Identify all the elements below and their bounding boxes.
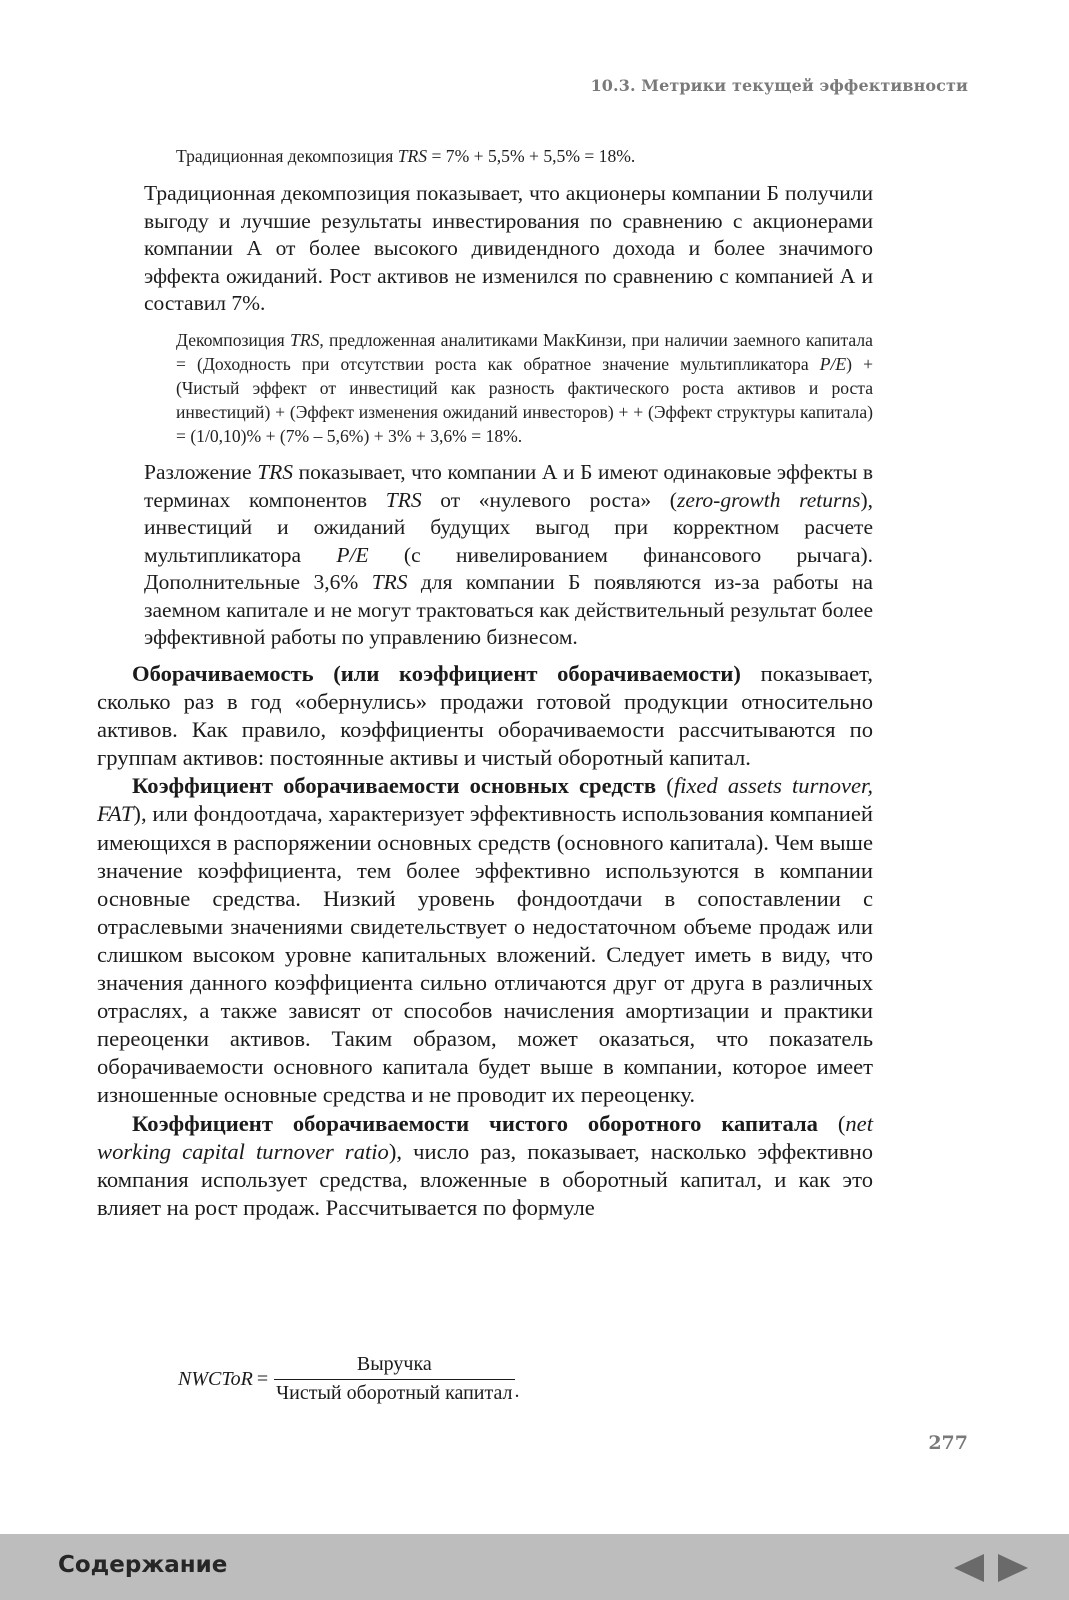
formula-numerator: Выручка [356,1353,432,1375]
block2-text-1: Разложение [144,460,258,484]
paragraph-nwc [97,1110,873,1222]
paragraph-fixed-assets-english: fixed assets turnover, FAT [97,773,873,827]
note2-text-2: , предложенная аналитиками МакКинзи, при наличии заемного капитала = (Доходность при отсутствии роста как обратное значение мультипликатора [176,330,873,374]
previous-page-arrow-icon[interactable] [954,1554,984,1582]
page-number: 277 [928,1432,968,1454]
paragraph-fixed-assets-term: Коэффициент оборачиваемости основных средств [132,773,657,799]
note-mckinsey-decomposition [176,328,873,448]
note2-text-1: Декомпозиция [176,330,291,350]
note2-text-3: ) + (Чистый эффект от инвестиций как разность фактического роста активов и роста инвестиций) + (Эффект изменения ожиданий инвесторов) + + (Эффект структуры капитала) = (1/0,10)% + (7% – 5,6%) + 3% + 3,6% = 18%. [176,354,873,446]
paragraph-nwc-text: ), число раз, показывает, насколько эффективно компания использует средства, вложенные в оборотный капитал, и как это влияет на рост продаж. Рассчитывается по формуле [97,1138,873,1220]
block2-text-3: от «нулевого роста» ( [421,487,677,512]
note-traditional-decomposition [176,144,873,168]
paragraph-turnover-term: Оборачиваемость (или коэффициент оборачиваемости) [132,661,741,686]
formula-period: . [514,1380,520,1402]
paragraph-nwc-term: Коэффициент оборачиваемости чистого оборотного капитала [132,1110,818,1136]
block2-text-6: для компании Б появляются из-за работы на заемном капитале и не могут трактоваться как действительный результат более эффективной работы по управлению бизнесом. [144,570,873,649]
paragraph-turnover-text: показывает, сколько раз в год «обернулись» продажи готовой продукции относительно активов. Как правило, коэффициенты оборачиваемости рассчитываются по группам активов: постоянные активы и чистый оборотный капитал. [97,661,873,771]
paragraph-fixed-assets-text: ), или фондоотдача, характеризует эффективность использования компанией имеющихся в распоряжении основных средств (основного капитала). Чем выше значение коэффициента, тем более эффективно используются в компании основные средства. Низкий уровень фондоотдачи в сопоставлении с отраслевыми значениями свидетельствует о недостаточном объеме продаж или слишком высоком уровне капитальных вложений. Следует иметь в виду, что значения данного коэффициента сильно отличаются друг от друга в различных отраслях, а также зависят от способов начисления амортизации и практики переоценки активов. Таким образом, может оказаться, что показатель оборачиваемости основного капитала будет выше в компании, которое имеет изношенные основные средства и не проводит их переоценку. [97,801,873,1108]
block2-pe: P/E [336,542,369,567]
formula-fraction [274,1353,514,1405]
main-text [97,660,873,1222]
block-traditional-explanation: Традиционная декомпозиция показывает, что акционеры компании Б получили выгоду и лучшие результаты инвестирования по сравнению с акционерами компании А от более высокого дивидендного дохода и более значимого эффекта ожиданий. Рост активов не изменился по сравнению с компанией А и составил 7%. [144,181,873,315]
paragraph-nwc-open: ( [817,1110,846,1136]
contents-link[interactable]: Содержание [58,1552,228,1578]
note1-suffix: = 7% + 5,5% + 5,5% = 18%. [427,146,636,166]
block2-trs-2: TRS [385,487,422,512]
note2-pe: P/E [819,354,847,374]
block2-zero-growth: zero-growth returns [676,487,861,512]
block2-trs-3: TRS [371,570,408,594]
paragraph-fixed-assets-open: ( [656,773,674,799]
paragraph-turnover [97,660,873,772]
block2-trs-1: TRS [257,460,294,484]
formula-lhs: NWCToR [178,1367,253,1390]
running-head: 10.3. Метрики текущей эффективности [590,76,968,95]
note1-prefix: Традиционная декомпозиция [176,146,398,166]
formula-equals: = [256,1367,269,1390]
next-page-arrow-icon[interactable] [998,1554,1028,1582]
formula-denominator: Чистый оборотный капитал [274,1379,514,1405]
note2-trs: TRS [290,330,320,350]
navigation-bar [0,1534,1069,1600]
paragraph-fixed-assets [97,772,873,1109]
formula-nwctor [178,1353,520,1405]
block2-text-2: показывает, что компании А и Б имеют одинаковые эффекты в терминах компонентов [144,460,873,512]
note1-trs: TRS [397,146,428,166]
block2-text-5: (с нивелированием финансового рычага). Дополнительные 3,6% [144,542,874,594]
paragraph-nwc-english: net working capital turnover ratio [97,1110,873,1164]
block-trs-explanation [144,459,873,652]
block2-text-4: ), инвестиций и ожиданий будущих выгод при корректном расчете мультипликатора [144,487,874,567]
